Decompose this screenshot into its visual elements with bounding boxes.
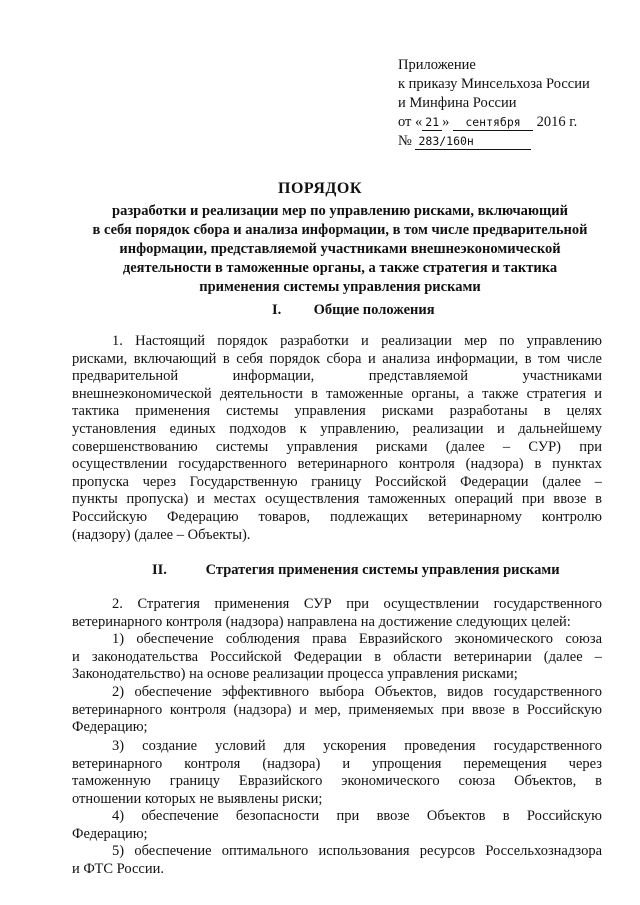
goal-item-1: [72, 631, 602, 684]
section-2-title: Стратегия применения системы управления рисками: [205, 562, 560, 578]
paragraph-line: совершенствованию системы управления рисками (далее – СУР) при: [72, 438, 602, 455]
paragraph-line: 1) обеспечение соблюдения права Евразийского экономического союза: [112, 631, 602, 647]
paragraph-line: 2. Стратегия применения СУР при осуществлении государственного: [112, 596, 602, 612]
appendix-order-ref: к приказу Минсельхоза России: [398, 76, 590, 92]
date-month: сентября: [453, 115, 533, 131]
paragraph-line: 3) создание условий для ускорения проведения государственного: [112, 738, 602, 754]
paragraph-line: 5) обеспечение оптимального использования ресурсов Россельхознадзора: [112, 843, 602, 859]
paragraph-line: Российскую Федерацию товаров, подлежащих ветеринарному контролю: [72, 508, 602, 525]
paragraph-line: ветеринарного контроля (надзора) и упрощения перемещения через: [72, 755, 602, 772]
paragraph-line: тактика применения системы управления рисками разработаны в целях: [72, 403, 602, 420]
paragraph-line: и ФТС России.: [72, 860, 164, 877]
paragraph-line: рисками, включающий в себя порядок сбора и анализа информации, в том числе: [72, 350, 602, 367]
number-value: 283/160н: [415, 134, 531, 150]
paragraph-line: осуществлении государственного ветеринарного контроля (надзора) в пунктах: [72, 456, 602, 473]
date-mid: »: [442, 114, 450, 130]
paragraph-line: установления единых подходов к управлению, реализации и дальнейшему: [72, 420, 602, 437]
paragraph-line: и законодательства Российской Федерации в области ветеринарии (далее –: [72, 648, 602, 665]
paragraph-line: Законодательство) на основе реализации процесса управления рисками;: [72, 666, 518, 683]
goal-item-2: [72, 684, 602, 737]
number-prefix: №: [398, 133, 412, 149]
document-title: ПОРЯДОК: [278, 180, 362, 197]
section-1-title: Общие положения: [313, 302, 435, 318]
paragraph-line: пропуска через Государственную границу Российской Федерации (далее –: [72, 473, 602, 490]
paragraph-line: отношении которых не выявлены риски;: [72, 790, 323, 807]
subtitle-line: в себя порядок сбора и анализа информации, в том числе предварительной: [92, 222, 588, 238]
paragraph-line: Федерацию;: [72, 825, 148, 842]
paragraph-line: ветеринарного контроля (надзора) направлена на достижение следующих целей:: [72, 613, 571, 630]
appendix-date: [398, 113, 623, 132]
section-1-heading: [272, 301, 435, 320]
paragraph-line: предварительной информации, представляемой участниками: [72, 368, 602, 385]
section-2-heading: [152, 561, 560, 580]
subtitle-line: информации, представляемой участниками внешнеэкономической: [119, 241, 561, 257]
appendix-block: [398, 56, 623, 151]
paragraph-line: 2) обеспечение эффективного выбора Объектов, видов государственного: [112, 684, 602, 700]
paragraph-line: внешнеэкономической деятельности в таможенные органы, а также стратегия и: [72, 385, 602, 402]
subtitle-line: разработки и реализации мер по управлению рисками, включающий: [112, 203, 568, 219]
paragraph-line: ветеринарного контроля (надзора) и мер, применяемых при ввозе в Российскую: [72, 701, 602, 718]
paragraph-line: 1. Настоящий порядок разработки и реализации мер по управлению: [112, 333, 602, 349]
goal-item-3: [72, 738, 602, 808]
goal-item-4: [72, 808, 602, 843]
appendix-ministry: и Минфина России: [398, 95, 517, 111]
subtitle-line: применения системы управления рисками: [199, 279, 481, 295]
paragraph-line: (надзору) (далее – Объекты).: [72, 526, 251, 543]
document-subtitle: [70, 202, 610, 297]
paragraph-line: таможенную границу Евразийского экономического союза Объектов, в: [72, 773, 602, 790]
paragraph-1: [72, 333, 602, 544]
section-2-number: II.: [152, 562, 167, 578]
date-year: 2016 г.: [536, 114, 578, 130]
date-prefix: от «: [398, 114, 423, 130]
paragraph-2: [72, 596, 602, 631]
section-1-number: I.: [272, 302, 282, 318]
paragraph-line: пункты пропуска) и местах осуществления таможенных операций при ввозе в: [72, 491, 602, 508]
appendix-label: Приложение: [398, 57, 476, 73]
goal-item-5: [72, 843, 602, 878]
appendix-number: [398, 132, 623, 151]
subtitle-line: деятельности в таможенные органы, а также стратегия и тактика: [122, 260, 558, 276]
paragraph-line: 4) обеспечение безопасности при ввозе Объектов в Российскую: [112, 808, 602, 824]
date-day: 21: [422, 115, 442, 131]
paragraph-line: Федерацию;: [72, 719, 148, 736]
